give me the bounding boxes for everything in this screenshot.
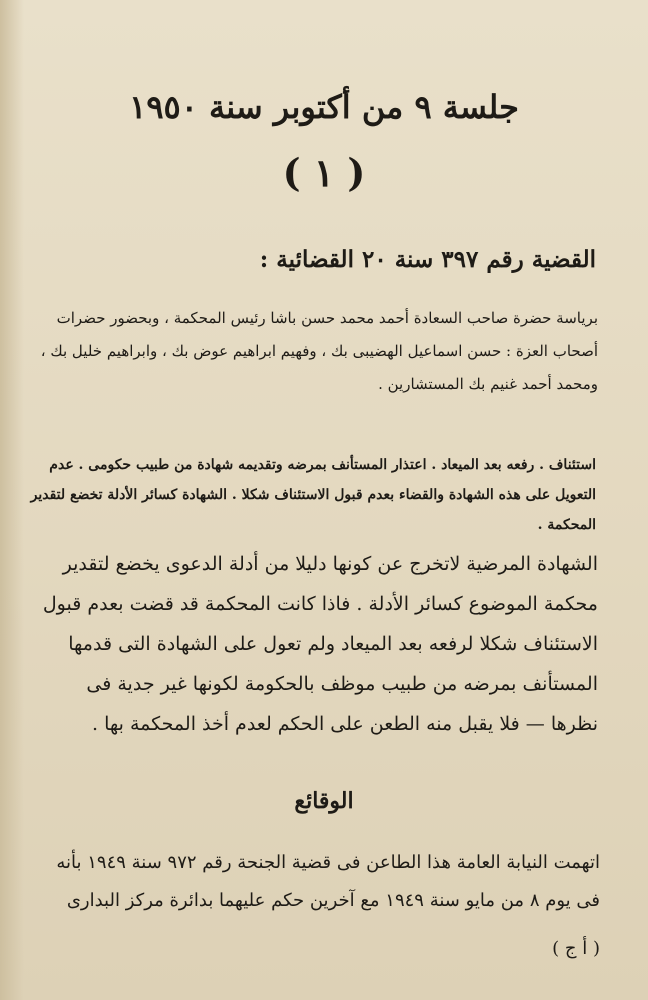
case-heading: القضية رقم ٣٩٧ سنة ٢٠ القضائية :	[259, 246, 596, 273]
session-title: جلسة ٩ من أكتوبر سنة ١٩٥٠	[129, 88, 519, 126]
facts-heading: الوقائع	[294, 788, 354, 814]
case-number: ( ١ )	[282, 150, 366, 195]
court-panel-paragraph: برياسة حضرة صاحب السعادة أحمد محمد حسن باشا رئيس المحكمة ، وبحضور حضرات أصحاب العزة : حسن اسماعيل الهضيبى بك ، وفهيم ابراهيم عوض بك ، وابراهيم خليل بك ، ومحمد أحمد غنيم بك المستشارين .	[40, 309, 598, 393]
printer-signature-mark: ( أ ج )	[552, 938, 600, 959]
legal-principle-paragraph: الشهادة المرضية لاتخرج عن كونها دليلا من أدلة الدعوى يخضع لتقدير محكمة الموضوع كسائر الأدلة . فاذا كانت المحكمة قد قضت بعدم قبول الاستئناف شكلا لرفعه بعد الميعاد ولم تعول على الشهادة التى قدمها المستأنف بمرضه من طبيب موظف بالحكومة لكونها غير جدية فى نظرها — فلا يقبل منه الطعن على الحكم لعدم أخذ المحكمة بها .	[42, 553, 598, 735]
facts-paragraph: اتهمت النيابة العامة هذا الطاعن فى قضية الجنحة رقم ٩٧٢ سنة ١٩٤٩ بأنه فى يوم ٨ من مايو سنة ١٩٤٩ مع آخرين حكم عليهما بدائرة مركز البدارى	[56, 852, 600, 911]
keywords-summary: استئناف . رفعه بعد الميعاد . اعتذار المستأنف بمرضه وتقديمه شهادة من طبيب حكومى . عدم التعويل على هذه الشهادة والقضاء بعدم قبول الاستئناف شكلا . الشهادة كسائر الأدلة تخضع لتقدير المحكمة .	[30, 457, 596, 533]
